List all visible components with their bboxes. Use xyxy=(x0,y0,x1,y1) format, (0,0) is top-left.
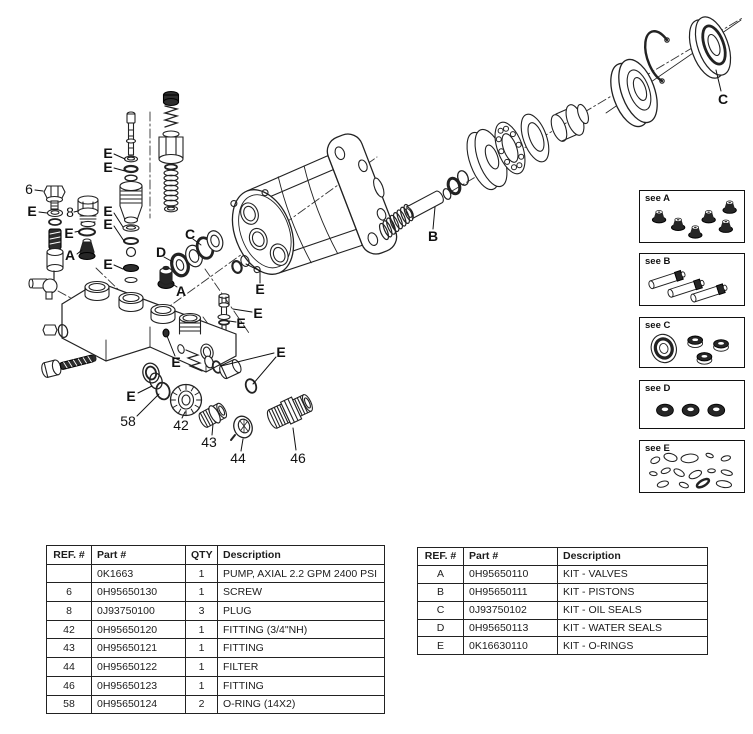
callout-label: A xyxy=(175,283,187,300)
pump-housing xyxy=(215,128,405,300)
plug-8-assembly xyxy=(78,196,98,260)
leader-line xyxy=(114,154,125,159)
callout-label: E xyxy=(103,159,113,176)
callout-label: 58 xyxy=(120,413,136,430)
screw-6-assembly xyxy=(44,186,65,290)
table-cell: 58 xyxy=(47,695,92,714)
leader-line xyxy=(293,428,296,450)
table-cell: B xyxy=(418,583,464,601)
table-row xyxy=(418,583,708,601)
callout-label: D xyxy=(155,244,167,261)
see-box-label: see D xyxy=(645,383,671,394)
table-row xyxy=(47,602,385,621)
table-cell: 0H95650122 xyxy=(92,658,186,677)
leader-line xyxy=(74,211,78,212)
table-cell: 8 xyxy=(47,602,92,621)
table-row xyxy=(47,639,385,658)
table-row xyxy=(47,620,385,639)
callout-label: E xyxy=(64,225,74,242)
table-cell: 44 xyxy=(47,658,92,677)
table-cell: 0H95650111 xyxy=(464,583,558,601)
callout-label: E xyxy=(126,388,136,405)
callout-label: 43 xyxy=(201,434,217,451)
see-box-label: see A xyxy=(645,193,670,204)
table-cell: FITTING (3/4"NH) xyxy=(218,620,385,639)
table-cell: FILTER xyxy=(218,658,385,677)
piston-rod-assembly xyxy=(378,169,471,240)
table-cell: 3 xyxy=(186,602,218,621)
see-box-label: see B xyxy=(645,256,671,267)
table-cell: KIT - OIL SEALS xyxy=(558,601,708,619)
table-cell: 1 xyxy=(186,676,218,695)
table-cell: 42 xyxy=(47,620,92,639)
table-cell: FITTING xyxy=(218,639,385,658)
callout-label: C xyxy=(717,91,729,108)
unloader-valve-stack xyxy=(120,112,142,283)
table-header-row xyxy=(47,546,385,565)
column-header: REF. # xyxy=(418,548,464,566)
leader-line xyxy=(114,213,123,227)
callout-label: E xyxy=(27,203,37,220)
table-cell: 0K1663 xyxy=(92,564,186,583)
table-cell: 1 xyxy=(186,620,218,639)
callout-label: A xyxy=(64,247,76,264)
see-box-water_seals xyxy=(639,380,745,429)
table-row xyxy=(47,583,385,602)
leader-line xyxy=(114,265,123,269)
fitting-42 xyxy=(171,385,202,416)
table-cell: 0H95650130 xyxy=(92,583,186,602)
callout-label: E xyxy=(276,344,286,361)
table-cell: C xyxy=(418,601,464,619)
table-cell: 0K16630110 xyxy=(464,637,558,655)
leader-line xyxy=(233,309,252,312)
callout-label: E xyxy=(103,256,113,273)
callout-label: E xyxy=(171,354,181,371)
column-header: Description xyxy=(558,548,708,566)
column-header: QTY xyxy=(186,546,218,565)
table-cell: 0H95650121 xyxy=(92,639,186,658)
table-cell: 0H95650120 xyxy=(92,620,186,639)
table-cell: PLUG xyxy=(218,602,385,621)
table-cell: 1 xyxy=(186,639,218,658)
leader-line xyxy=(114,168,125,171)
table-cell: FITTING xyxy=(218,676,385,695)
callout-label: 6 xyxy=(25,181,33,198)
manifold-block xyxy=(29,279,236,385)
see-box-label: see E xyxy=(645,443,670,454)
table-cell: 6 xyxy=(47,583,92,602)
table-cell: 1 xyxy=(186,564,218,583)
callout-label: 8 xyxy=(66,204,74,221)
column-header: Part # xyxy=(92,546,186,565)
table-cell: KIT - O-RINGS xyxy=(558,637,708,655)
o-ring-58 xyxy=(155,381,172,401)
table-cell: 0J93750102 xyxy=(464,601,558,619)
table-cell: KIT - PISTONS xyxy=(558,583,708,601)
see-box-pistons xyxy=(639,253,745,306)
leader-line xyxy=(433,207,435,229)
table-row xyxy=(47,564,385,583)
table-row xyxy=(47,676,385,695)
callout-label: E xyxy=(103,145,113,162)
table-cell: 46 xyxy=(47,676,92,695)
callout-label: C xyxy=(184,226,196,243)
column-header: Part # xyxy=(464,548,558,566)
table-cell: D xyxy=(418,619,464,637)
callout-label: E xyxy=(103,216,113,233)
callout-label: 44 xyxy=(230,450,246,467)
table-row xyxy=(47,695,385,714)
filter-44 xyxy=(231,414,255,441)
table-cell: 0J93750100 xyxy=(92,602,186,621)
table-row xyxy=(418,619,708,637)
see-box-label: see C xyxy=(645,320,671,331)
table-cell: A xyxy=(418,565,464,583)
kits-table xyxy=(417,547,708,655)
leader-line xyxy=(137,394,159,416)
table-cell: 1 xyxy=(186,658,218,677)
table-cell: KIT - VALVES xyxy=(558,565,708,583)
fitting-46 xyxy=(264,391,315,432)
table-cell: 0H95650123 xyxy=(92,676,186,695)
callout-label: E xyxy=(255,281,265,298)
table-row xyxy=(418,601,708,619)
callout-label: B xyxy=(427,228,439,245)
table-header-row xyxy=(418,548,708,566)
callout-label: E xyxy=(236,315,246,332)
parts-table xyxy=(46,545,385,714)
see-box-oil_seals xyxy=(639,317,745,368)
leader-line xyxy=(138,386,152,393)
leader-line xyxy=(229,321,236,322)
table-cell: 0H95650124 xyxy=(92,695,186,714)
callout-label: E xyxy=(103,203,113,220)
table-cell: 0H95650113 xyxy=(464,619,558,637)
table-cell: 2 xyxy=(186,695,218,714)
table-cell: KIT - WATER SEALS xyxy=(558,619,708,637)
table-cell: O-RING (14X2) xyxy=(218,695,385,714)
relief-valve-assembly xyxy=(159,92,183,212)
table-row xyxy=(418,565,708,583)
column-header: REF. # xyxy=(47,546,92,565)
table-cell: PUMP, AXIAL 2.2 GPM 2400 PSI xyxy=(218,564,385,583)
table-cell: 0H95650110 xyxy=(464,565,558,583)
table-cell xyxy=(47,564,92,583)
callout-label: 46 xyxy=(290,450,306,467)
table-cell: E xyxy=(418,637,464,655)
leader-line xyxy=(253,357,276,384)
leader-line xyxy=(35,190,43,191)
callout-label: 42 xyxy=(173,417,189,434)
leader-line xyxy=(39,212,47,213)
table-cell: 43 xyxy=(47,639,92,658)
table-cell: SCREW xyxy=(218,583,385,602)
column-header: Description xyxy=(218,546,385,565)
see-box-valves xyxy=(639,190,745,243)
callout-label: E xyxy=(253,305,263,322)
table-cell: 1 xyxy=(186,583,218,602)
table-row xyxy=(418,637,708,655)
see-box-o_rings xyxy=(639,440,745,493)
table-row xyxy=(47,658,385,677)
